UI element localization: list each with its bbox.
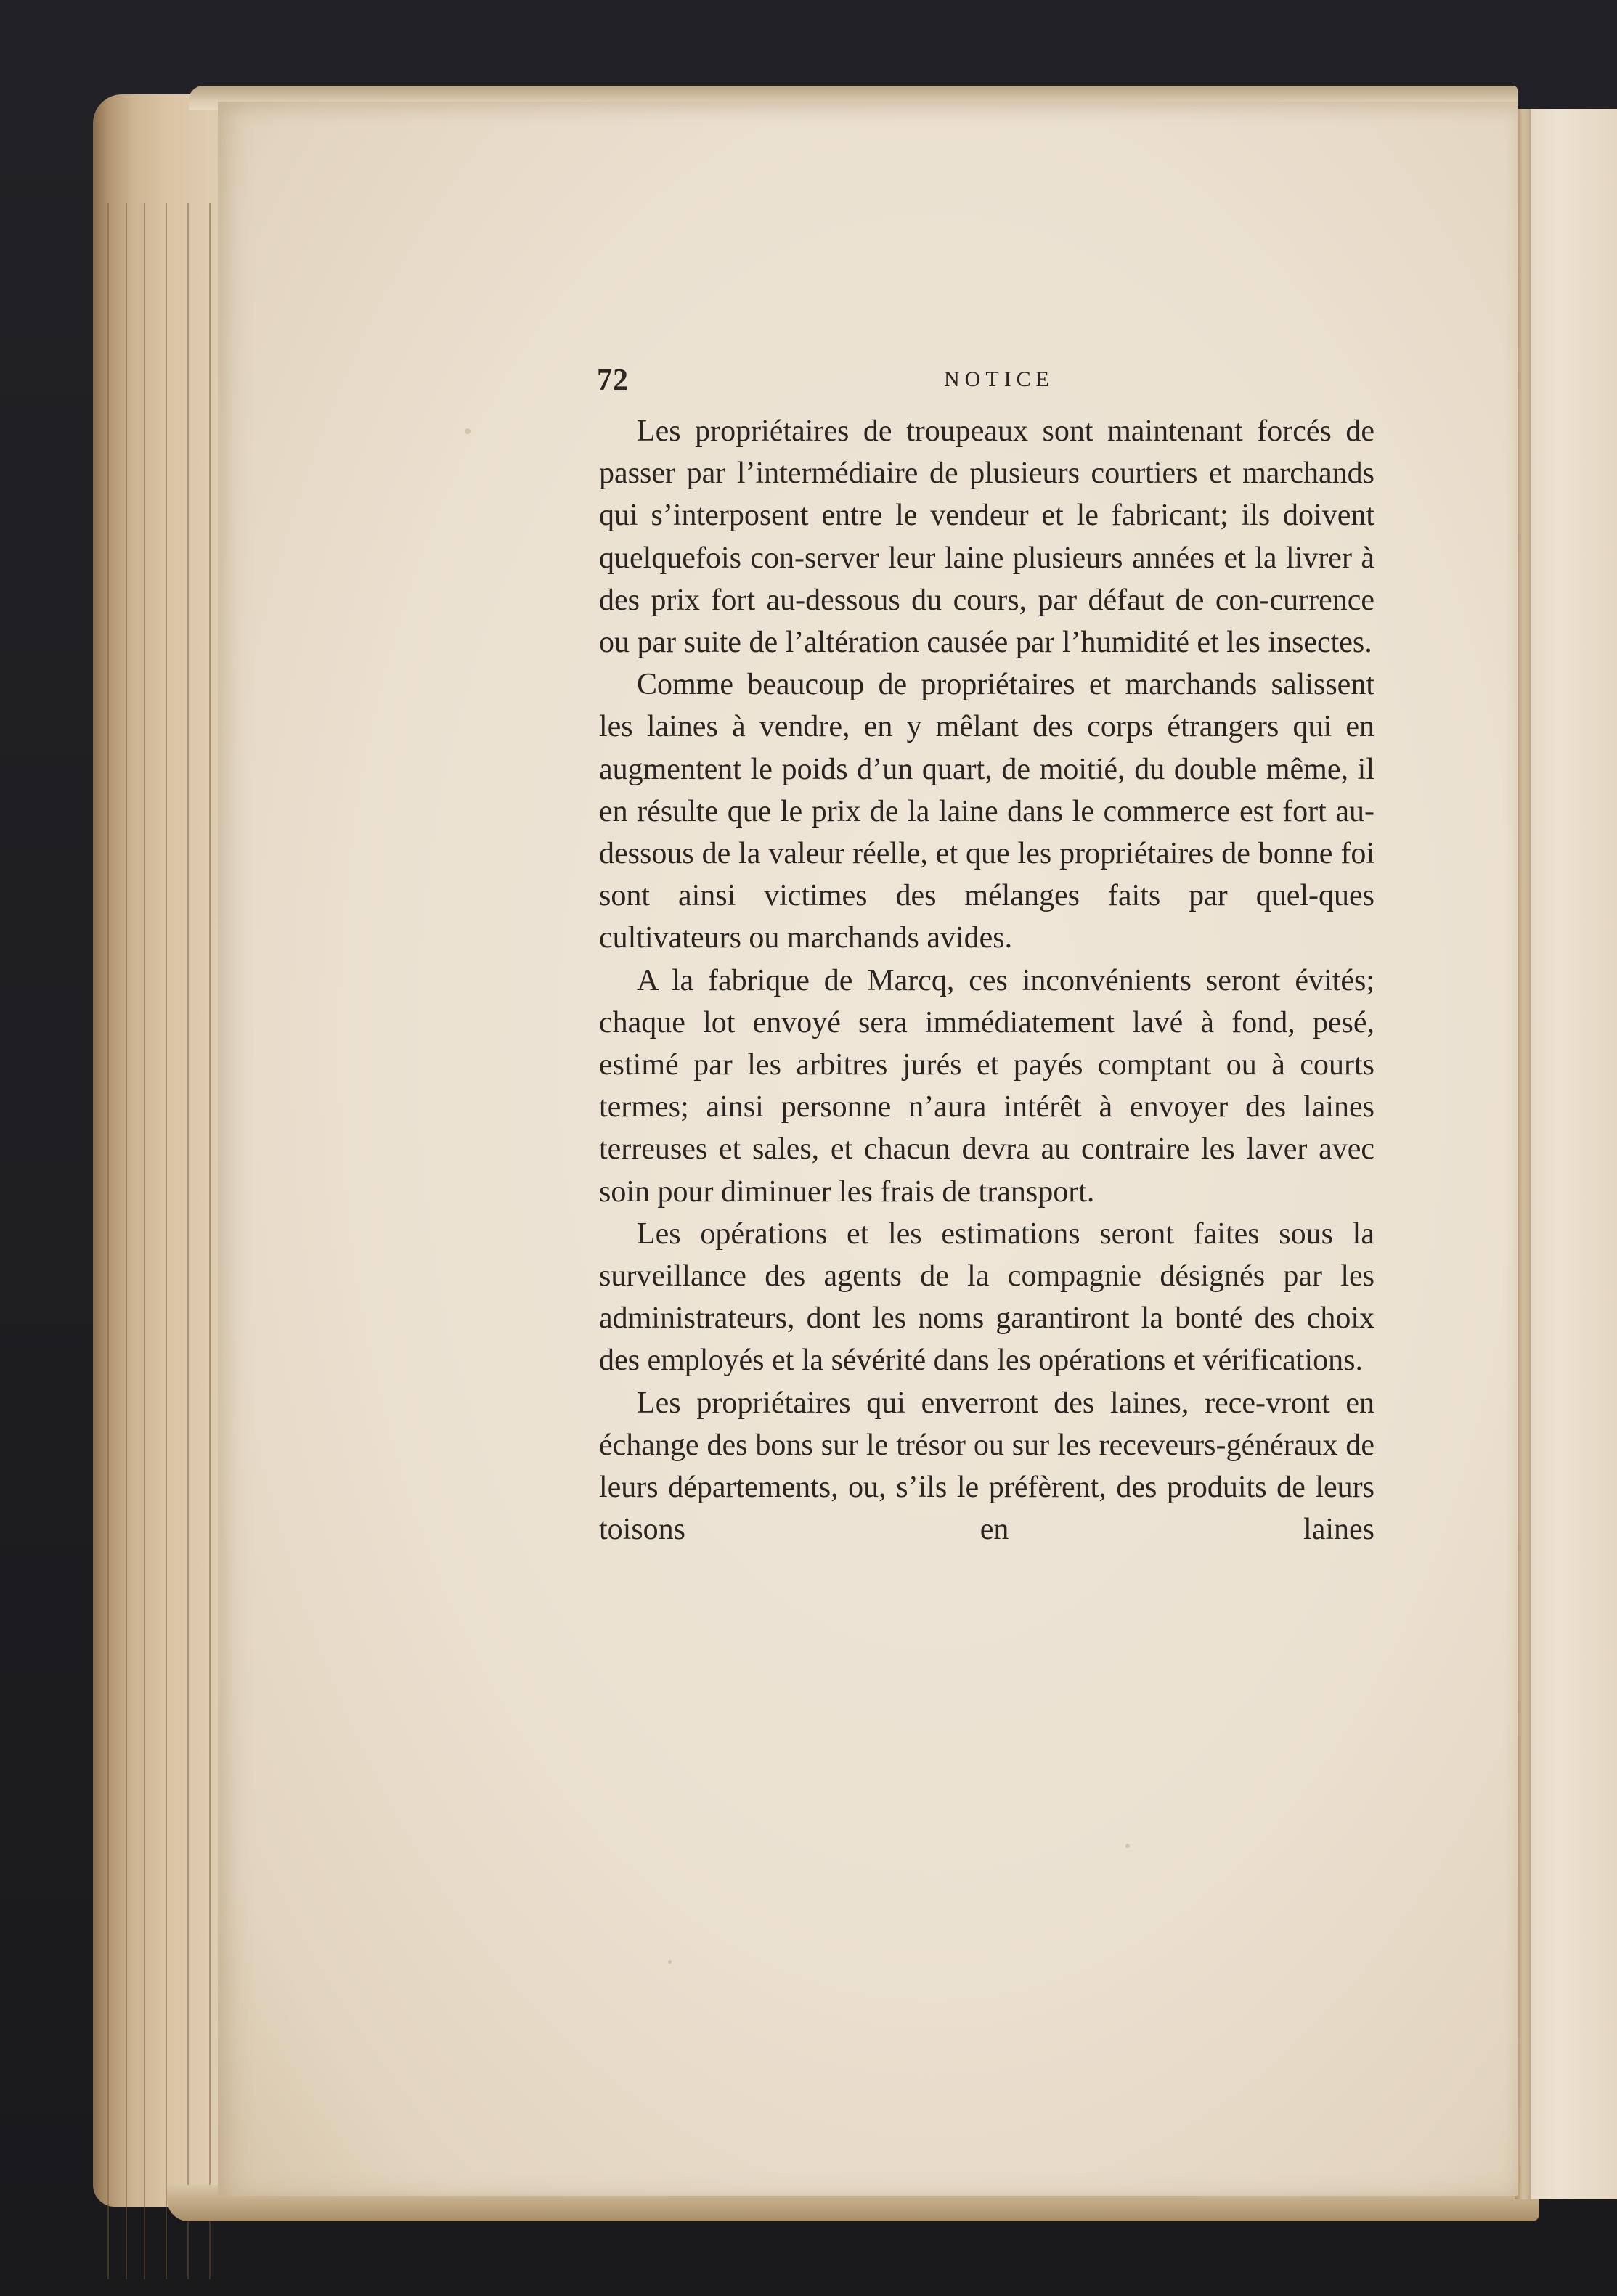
- paragraph: Comme beaucoup de propriétaires et marchands salissent les laines à vendre, en y mêlant des corps étrangers qui en augmentent le poids d’un quart, de moitié, du double même, il en résulte que le prix de la laine dans le commerce est fort au-dessous de la valeur réelle, et que les propriétaires de bonne foi sont ainsi victimes des mélanges faits par quel-ques cultivateurs ou marchands avides.: [599, 668, 1374, 955]
- leaf-edge-line: [209, 203, 211, 2279]
- leaf-edge-line: [144, 203, 145, 2279]
- foxing-spot: [668, 1960, 672, 1964]
- paragraph: A la fabrique de Marcq, ces inconvénients seront évités; chaque lot envoyé sera immédiatement lavé à fond, pesé, estimé par les arbitres jurés et payés comptant ou à courts termes; ainsi personne n’aura intérêt à envoyer des laines terreuses et sales, et chacun devra au contraire les laver avec soin pour diminuer les frais de transport.: [599, 963, 1374, 1209]
- running-title: NOTICE: [944, 367, 1054, 391]
- facing-page-sliver: [1518, 109, 1617, 2199]
- page-header: [597, 363, 1366, 399]
- page-stack-edge: [93, 94, 231, 2207]
- paragraph: Les propriétaires de troupeaux sont maintenant forcés de passer par l’intermédiaire de plusieurs courtiers et marchands qui s’interposent entre le vendeur et le fabricant; ils doivent quelquefois con-server leur laine plusieurs années et la livrer à des prix fort au-dessous du cours, par défaut de con-currence ou par suite de l’altération causée par l’humidité et les insectes.: [599, 414, 1374, 660]
- page-number: 72: [597, 364, 629, 397]
- foxing-spot: [465, 428, 471, 434]
- paragraph: Les propriétaires qui enverront des laines, rece-vront en échange des bons sur le trésor ou sur les receveurs-généraux de leurs départements, ou, s’ils le préfèrent, des produits de leurs toisons en laines: [599, 1386, 1374, 1547]
- leaf-edge-line: [166, 203, 167, 2279]
- paragraph: Les opérations et les estimations seront faites sous la surveillance des agents de la compagnie désignés par les administrateurs, dont les noms garantiront la bonté des choix des employés et la sévérité dans les opérations et vérifications.: [599, 1217, 1374, 1378]
- leaf-edge-line: [187, 203, 189, 2279]
- leaf-edge-line: [107, 203, 109, 2279]
- leaf-edge-line: [126, 203, 127, 2279]
- foxing-spot: [1125, 1844, 1130, 1848]
- body-text: [599, 410, 1374, 1551]
